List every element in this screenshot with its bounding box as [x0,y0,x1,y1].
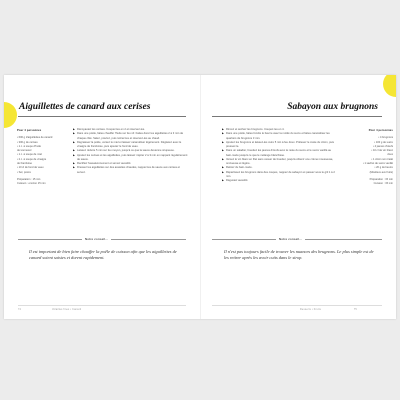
step-text: Retirez du bain-marie. [226,166,253,170]
note-text: Il n'est pas toujours facile de trouver les nuances des brugnons. Le plus simple est de les retirer après les avoir cuits dans le sirop. [224,249,374,261]
arrow-icon: ▶ [73,140,76,144]
ingredient-item: • 1 sachet de sucre vanillé [362,162,393,166]
ingredient-item: doux [387,153,393,157]
step-item [222,141,337,150]
ingredient-item: de framboise [17,162,32,166]
ingredients-header: Pour 4 personnes [368,129,393,132]
ingredient-item: • Sel, poivre [17,170,31,174]
ingredients-header: Pour 4 personnes [17,129,42,132]
timing-info: Préparation : 15 min Cuisson : environ 15 min [17,177,46,186]
ingredient-item: • 10 cl de fond de veau [17,166,44,170]
ingredients-list [17,136,67,175]
ingredient-item: • 300 g de cerises [17,140,38,144]
arrow-icon: ▶ [73,149,76,153]
step-item [222,149,337,158]
step-text: Dans une poêle, faites chauffer l'huile sur feu vif. Faites dorer les aiguillettes 2 à 3 min de chaque côté. Salez, poivrez, puis retirez-les et réservez-les au chaud. [77,132,184,140]
step-text: Dégustez aussitôt. [226,179,249,182]
ingredient-item: de tournesol [17,149,32,153]
steps-panel [73,128,188,175]
ingredient-item: • 600 g d'aiguillettes de canard [17,136,53,140]
footer-rule [212,305,382,306]
step-text: Rincez et séchez les brugnons. Coupez-les en 4. [226,128,285,131]
step-item [222,132,337,141]
footer-text: Desserts • Fruits [300,308,321,311]
note-label: Notre conseil... [82,237,111,241]
timing-info: Préparation : 15 min Cuisson : 15 min [369,177,393,186]
step-item [222,179,337,183]
step-item [73,166,188,175]
step-text: Ajoutez les cerises et les aiguillettes, puis laissez mijoter 2 à 3 min en nappant régulièrement de sauce. [77,153,188,161]
arrow-icon: ▶ [73,132,76,136]
arrow-icon: ▶ [222,132,225,136]
footer-text: Volailles fines • Canard [51,308,82,311]
book-spread [4,75,396,319]
step-text: Ajoutez les brugnons et laissez-les cuire 5 min à feu doux. Prélevez le zeste du citron, puis pressez-le. [226,140,335,148]
step-text: Dégraissez la poêle, versez le miel et laissez caraméliser légèrement. Déglacez avec le vinaigre de framboise, puis ajoutez le fond de veau. [77,140,182,148]
ingredients-panel [17,129,67,187]
footer-rule [18,305,186,306]
step-text: Dénoyautez les cerises. Coupez-les en 2 et réservez-les. [77,128,145,131]
page-number: 75 [353,308,357,311]
note-text: Il est important de bien faire chauffer la poêle de cuisson afin que les aiguillettes de canard soient saisies et dorent rapidement. [29,249,177,261]
ingredient-item: • 100 g de sucre [374,140,393,144]
arrow-icon: ▶ [222,166,225,170]
arrow-icon: ▶ [73,162,76,165]
ingredient-item: • 20 g de beurre [374,166,393,170]
note-label: Notre conseil... [276,237,305,241]
arrow-icon: ▶ [222,179,225,182]
step-item [73,154,188,163]
ingredient-item: • 10 cl de vin blanc [371,149,393,153]
steps-list [73,128,188,175]
recipe-title: Sabayon aux brugnons [287,102,378,112]
recipe-title: Aiguillettes de canard aux cerises [19,102,151,112]
page-number: 74 [18,308,22,311]
arrow-icon: ▶ [73,166,76,170]
ingredient-item: • 1 citron non traité [371,157,393,161]
ingredient-item: • 4 brugnons [378,136,393,140]
step-text: Versez le vin blanc en filet sans cesser de fouetter, jusqu'à obtenir une crème mousseuse, onctueuse et légère. [226,157,334,165]
step-text: Rectifiez l'assaisonnement et servez aussitôt. [77,162,132,165]
ingredient-item: (Moelleux aux fruits) [369,170,393,174]
ingredient-item: • 2 c. à soupe de vinaigre [17,157,47,161]
arrow-icon: ▶ [222,149,225,153]
step-item [222,171,337,180]
right-page [200,75,396,319]
arrow-icon: ▶ [73,128,76,131]
title-rule [18,116,186,117]
step-text: Dressez les aiguillettes sur des assiettes chaudes, nappez-les de sauce aux cerises et servez. [77,166,180,174]
steps-list [222,128,337,183]
arrow-icon: ▶ [222,140,225,144]
ingredient-item: • 1 c. à soupe d'huile [17,144,41,148]
step-text: Répartissez les brugnons dans des coupes, nappez de sabayon et passez sous le gril 1 à 2 min. [226,170,335,178]
arrow-icon: ▶ [222,157,225,161]
ingredients-panel [343,129,393,187]
footer [18,308,81,311]
step-text: Dans un saladier, fouettez les jaunes d'œufs avec le reste du sucre et le sucre vanillé au bain-marie jusqu'à ce que le mélange blanchisse. [226,149,332,157]
title-rule [212,116,382,117]
ingredients-list [343,136,393,175]
ingredient-item: • 4 jaunes d'œufs [372,144,393,148]
step-text: Dans une poêle, faites fondre le beurre avec la moitié du sucre et faites caraméliser les quartiers de brugnons 3 min. [226,132,330,140]
arrow-icon: ▶ [222,128,225,131]
step-item [73,132,188,141]
footer [300,308,357,311]
left-page [4,75,200,319]
steps-panel [222,128,337,183]
ingredient-item: • 1 c. à soupe de miel [17,153,42,157]
arrow-icon: ▶ [222,170,225,174]
arrow-icon: ▶ [73,153,76,157]
step-text: Laissez réduire 5 min sur feu moyen, jusqu'à ce que la sauce devienne sirupeuse. [77,149,175,153]
